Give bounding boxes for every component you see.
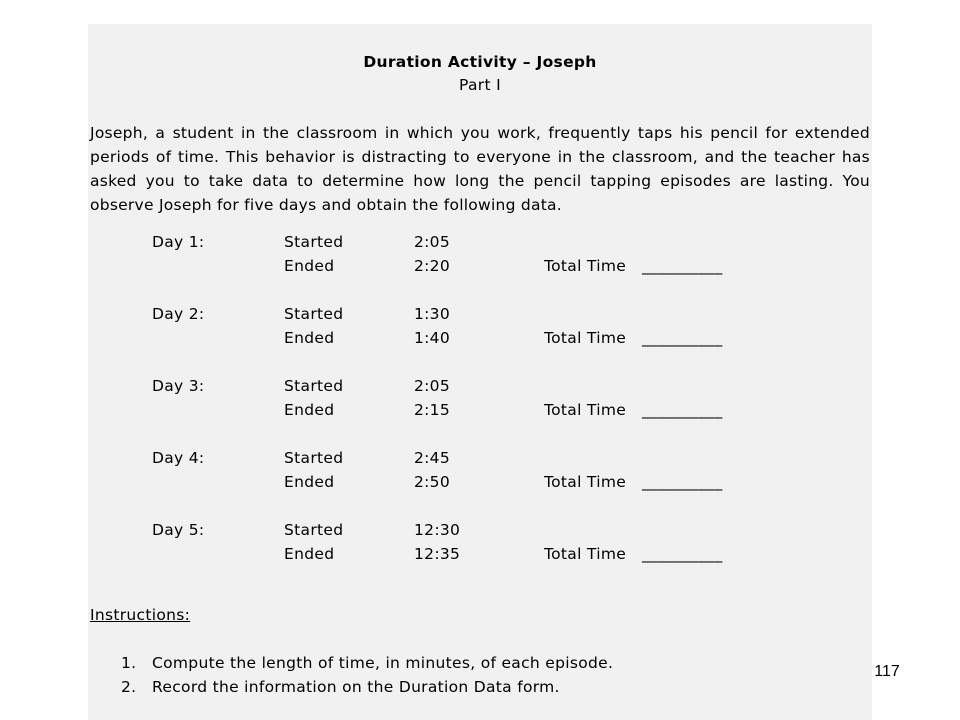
total-time-blank: __________ — [642, 545, 723, 563]
page-number: 117 — [874, 663, 900, 680]
started-time: 2:45 — [414, 449, 451, 467]
started-time: 2:05 — [414, 377, 451, 395]
ended-time: 2:50 — [414, 473, 451, 491]
started-time: 2:05 — [414, 233, 451, 251]
document-subtitle: Part I — [459, 76, 501, 94]
started-label: Started — [284, 449, 344, 467]
day-entry — [88, 230, 872, 278]
instruction-text: Record the information on the Duration Data form. — [152, 678, 560, 696]
instruction-number: 2. — [121, 678, 137, 696]
instructions-heading: Instructions: — [90, 606, 191, 624]
started-time: 1:30 — [414, 305, 451, 323]
document-sheet — [88, 24, 872, 720]
day-entry — [88, 518, 872, 566]
started-label: Started — [284, 377, 344, 395]
intro-paragraph: Joseph, a student in the classroom in which you work, frequently taps his pencil for extended periods of time. This behavior is distracting to everyone in the classroom, and the teacher has asked you to take data to determine how long the pencil tapping episodes are lasting. You observe Joseph for five days and obtain the following data. — [90, 124, 870, 214]
ended-label: Ended — [284, 545, 335, 563]
day-entry — [88, 302, 872, 350]
started-label: Started — [284, 521, 344, 539]
document-title: Duration Activity – Joseph — [363, 53, 597, 71]
total-time-blank: __________ — [642, 257, 723, 275]
day-entry — [88, 446, 872, 494]
day-label: Day 4: — [152, 449, 205, 467]
started-time: 12:30 — [414, 521, 461, 539]
started-label: Started — [284, 233, 344, 251]
ended-label: Ended — [284, 473, 335, 491]
day-label: Day 2: — [152, 305, 205, 323]
instruction-number: 1. — [121, 654, 137, 672]
total-time-label: Total Time — [544, 401, 627, 419]
ended-time: 1:40 — [414, 329, 451, 347]
day-label: Day 1: — [152, 233, 205, 251]
day-label: Day 3: — [152, 377, 205, 395]
total-time-blank: __________ — [642, 401, 723, 419]
total-time-blank: __________ — [642, 473, 723, 491]
ended-label: Ended — [284, 329, 335, 347]
ended-time: 2:20 — [414, 257, 451, 275]
instruction-text: Compute the length of time, in minutes, of each episode. — [152, 654, 614, 672]
day-entry — [88, 374, 872, 422]
total-time-blank: __________ — [642, 329, 723, 347]
total-time-label: Total Time — [544, 257, 627, 275]
total-time-label: Total Time — [544, 473, 627, 491]
ended-time: 2:15 — [414, 401, 451, 419]
total-time-label: Total Time — [544, 545, 627, 563]
total-time-label: Total Time — [544, 329, 627, 347]
ended-label: Ended — [284, 257, 335, 275]
started-label: Started — [284, 305, 344, 323]
ended-label: Ended — [284, 401, 335, 419]
ended-time: 12:35 — [414, 545, 461, 563]
day-label: Day 5: — [152, 521, 205, 539]
